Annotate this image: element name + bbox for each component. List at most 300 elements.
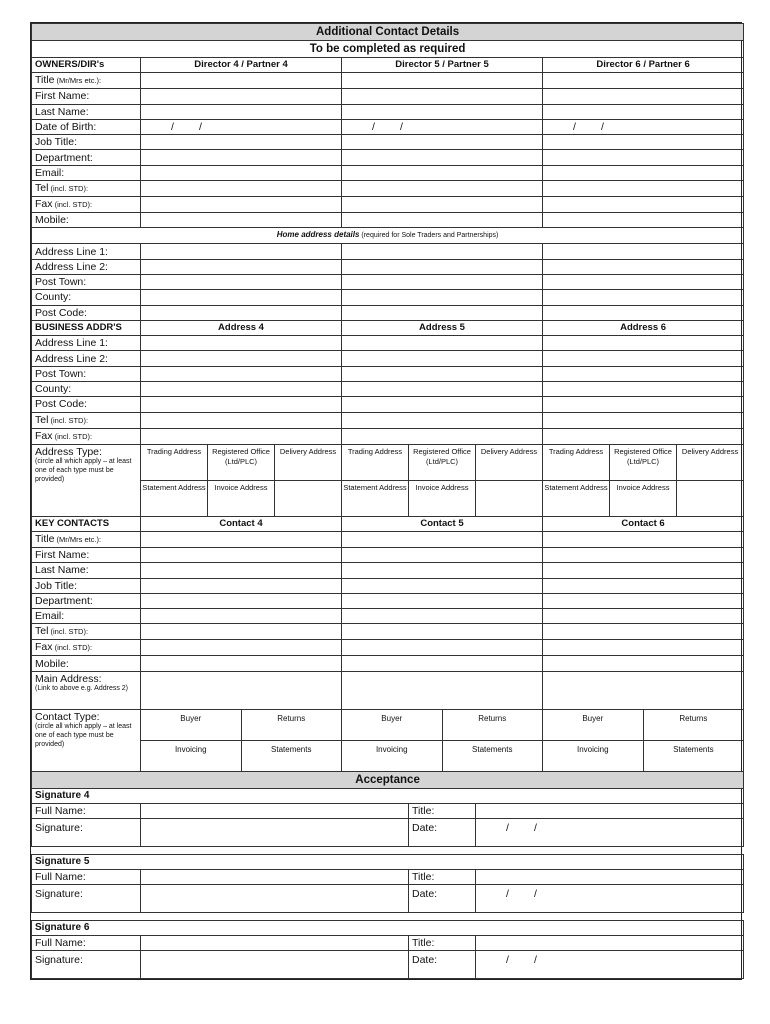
- business-input-4[interactable]: [141, 336, 342, 351]
- contacts-row-label: [32, 624, 141, 640]
- date-input[interactable]: [476, 950, 744, 978]
- contacts-input-4[interactable]: [141, 547, 342, 562]
- contacts-row-label: [32, 578, 141, 593]
- owners-row-label: [32, 135, 141, 150]
- field-label: Fax: [35, 429, 53, 442]
- date-slash: /: [400, 121, 403, 134]
- date-slash: /: [199, 121, 202, 134]
- owners-input-4[interactable]: [141, 165, 342, 180]
- contacts-input-4[interactable]: [141, 578, 342, 593]
- business-row: [32, 336, 744, 351]
- business-input-6[interactable]: [543, 382, 744, 397]
- field-label: Email:: [35, 166, 65, 179]
- address-type-option[interactable]: Invoice Address: [409, 480, 476, 516]
- address-type-option[interactable]: Registered Office (Ltd/PLC): [409, 444, 476, 480]
- home-address-input-5[interactable]: [342, 305, 543, 320]
- business-input-6[interactable]: [543, 351, 744, 366]
- field-label: Fax: [35, 641, 53, 654]
- date-slash: /: [171, 121, 174, 134]
- owners-row-label: [32, 89, 141, 104]
- home-address-input-4[interactable]: [141, 274, 342, 289]
- signature-input[interactable]: [141, 884, 409, 912]
- field-label: Last Name:: [35, 564, 89, 577]
- address-type-option[interactable]: Statement Address: [543, 480, 610, 516]
- address-type-option[interactable]: Registered Office (Ltd/PLC): [208, 444, 275, 480]
- contact-type-group: [543, 709, 744, 740]
- address-type-option[interactable]: Delivery Address: [275, 444, 342, 480]
- signature-input[interactable]: [141, 818, 409, 846]
- contact-type-option[interactable]: Statements: [472, 744, 513, 754]
- contacts-input-5[interactable]: [342, 593, 543, 608]
- owners-input-6[interactable]: [543, 181, 744, 197]
- spacer: [32, 846, 744, 854]
- owners-input-4[interactable]: [141, 197, 342, 213]
- contacts-input-5[interactable]: [342, 563, 543, 578]
- acceptance-header-row: [32, 771, 744, 788]
- field-hint: (incl. STD):: [48, 415, 89, 425]
- address-type-option[interactable]: Delivery Address: [677, 444, 744, 480]
- owners-column-6: Director 6 / Partner 6: [543, 58, 744, 73]
- contacts-input-4[interactable]: [141, 531, 342, 547]
- date-slash: /: [506, 953, 509, 966]
- owners-input-6[interactable]: [543, 135, 744, 150]
- contact-type-option[interactable]: Returns: [679, 713, 708, 723]
- field-hint: (incl. STD):: [48, 184, 89, 194]
- owners-section-label: OWNERS/DIR's: [32, 58, 141, 73]
- address-type-option[interactable]: Statement Address: [141, 480, 208, 516]
- business-input-5[interactable]: [342, 336, 543, 351]
- business-row-label: [32, 382, 141, 397]
- home-address-input-5[interactable]: [342, 244, 543, 259]
- owners-input-6[interactable]: [543, 73, 744, 89]
- business-input-5[interactable]: [342, 366, 543, 381]
- date-slash: /: [506, 821, 509, 834]
- business-input-4[interactable]: [141, 428, 342, 444]
- business-row-label: [32, 336, 141, 351]
- contact-type-option[interactable]: Invoicing: [342, 741, 442, 771]
- contact-type-option[interactable]: Buyer: [342, 710, 442, 740]
- contact-type-subrow: [543, 710, 743, 740]
- owners-row: [32, 104, 744, 119]
- owners-row: [32, 135, 744, 150]
- contact-type-option[interactable]: Returns: [478, 713, 507, 723]
- owners-input-4[interactable]: [141, 73, 342, 89]
- contact-type-subtable: [342, 710, 542, 740]
- title-label: Title:: [409, 803, 476, 818]
- home-address-input-4[interactable]: [141, 244, 342, 259]
- date-label: Date:: [409, 818, 476, 846]
- owners-input-4[interactable]: [141, 89, 342, 104]
- owners-input-5[interactable]: [342, 197, 543, 213]
- signature-label: Signature:: [32, 884, 141, 912]
- business-row-label: [32, 412, 141, 428]
- contacts-input-5[interactable]: [342, 656, 543, 671]
- business-row: [32, 428, 744, 444]
- contact-type-label-cell: [32, 709, 141, 771]
- field-hint: (Mr/Mrs etc.):: [54, 76, 102, 86]
- address-type-option[interactable]: Invoice Address: [610, 480, 677, 516]
- contact-type-subrow: [543, 741, 743, 771]
- owners-input-4[interactable]: [141, 150, 342, 165]
- title-input[interactable]: [476, 869, 744, 884]
- home-address-row: [32, 290, 744, 305]
- contact-type-option[interactable]: Buyer: [141, 710, 241, 740]
- contacts-input-5[interactable]: [342, 624, 543, 640]
- business-input-6[interactable]: [543, 336, 744, 351]
- home-address-row: [32, 305, 744, 320]
- owners-row: [32, 213, 744, 228]
- contacts-input-5[interactable]: [342, 531, 543, 547]
- contacts-row-label: [32, 640, 141, 656]
- contact-type-subrow: [141, 741, 341, 771]
- owners-column-5: Director 5 / Partner 5: [342, 58, 543, 73]
- business-input-5[interactable]: [342, 412, 543, 428]
- title-input[interactable]: [476, 803, 744, 818]
- contacts-row: [32, 656, 744, 671]
- signature-block-title: Signature 5: [32, 854, 744, 869]
- date-input[interactable]: [476, 818, 744, 846]
- date-slash: /: [534, 821, 537, 834]
- business-row-label: [32, 428, 141, 444]
- contact-type-subrow: [342, 741, 542, 771]
- field-label: Mobile:: [35, 214, 69, 227]
- owners-row: [32, 73, 744, 89]
- contacts-input-4[interactable]: [141, 593, 342, 608]
- owners-row-label: [32, 73, 141, 89]
- owners-input-4[interactable]: [141, 135, 342, 150]
- contact-type-subrow: [342, 710, 542, 740]
- contacts-input-6[interactable]: [543, 563, 744, 578]
- contacts-input-6[interactable]: [543, 656, 744, 671]
- spacer: [32, 912, 744, 920]
- field-label: Last Name:: [35, 105, 89, 118]
- address-type-option[interactable]: [476, 480, 543, 516]
- address-type-option[interactable]: Trading Address: [342, 444, 409, 480]
- contacts-column-5: Contact 5: [342, 516, 543, 531]
- contacts-header-row: [32, 516, 744, 531]
- contacts-input-4[interactable]: [141, 563, 342, 578]
- contacts-row: [32, 640, 744, 656]
- contacts-input-6[interactable]: [543, 578, 744, 593]
- contacts-input-6[interactable]: [543, 640, 744, 656]
- business-input-4[interactable]: [141, 397, 342, 412]
- owners-column-4: Director 4 / Partner 4: [141, 58, 342, 73]
- owners-input-6[interactable]: [543, 213, 744, 228]
- contact-type-option[interactable]: Buyer: [543, 710, 643, 740]
- contact-type-subrow: [141, 710, 341, 740]
- home-address-input-5[interactable]: [342, 259, 543, 274]
- date-slash: /: [534, 953, 537, 966]
- business-input-4[interactable]: [141, 366, 342, 381]
- signature-gap: [32, 912, 744, 920]
- contacts-input-5[interactable]: [342, 609, 543, 624]
- business-input-5[interactable]: [342, 428, 543, 444]
- date-slash: /: [506, 887, 509, 900]
- owners-row: [32, 119, 744, 134]
- contacts-input-4[interactable]: [141, 656, 342, 671]
- contacts-input-5[interactable]: [342, 547, 543, 562]
- contacts-row-label: [32, 531, 141, 547]
- address-type-option[interactable]: Trading Address: [141, 444, 208, 480]
- business-input-4[interactable]: [141, 412, 342, 428]
- contact-type-option[interactable]: Invoicing: [141, 741, 241, 771]
- owners-input-5[interactable]: [342, 150, 543, 165]
- owners-input-6[interactable]: [543, 104, 744, 119]
- contact-type-group: [141, 740, 342, 771]
- address-type-row-1: [32, 444, 744, 480]
- field-label: Address Line 1:: [35, 245, 108, 258]
- business-input-6[interactable]: [543, 397, 744, 412]
- full-name-input[interactable]: [141, 803, 409, 818]
- title-label: Title:: [409, 869, 476, 884]
- business-input-5[interactable]: [342, 382, 543, 397]
- business-row-label: [32, 366, 141, 381]
- owners-row-label: [32, 181, 141, 197]
- owners-row-label: [32, 104, 141, 119]
- owners-row: [32, 150, 744, 165]
- business-input-4[interactable]: [141, 351, 342, 366]
- home-address-input-6[interactable]: [543, 244, 744, 259]
- address-type-option[interactable]: Trading Address: [543, 444, 610, 480]
- contacts-row: [32, 593, 744, 608]
- contacts-row: [32, 531, 744, 547]
- additional-contact-form: [30, 22, 742, 980]
- owners-input-5[interactable]: [342, 89, 543, 104]
- business-input-5[interactable]: [342, 351, 543, 366]
- contact-type-option[interactable]: Statements: [673, 744, 714, 754]
- owners-input-6[interactable]: [543, 119, 744, 134]
- contact-type-group: [543, 740, 744, 771]
- signature-input[interactable]: [141, 950, 409, 978]
- signature-sign-row: [32, 884, 744, 912]
- date-slash: /: [372, 121, 375, 134]
- date-input[interactable]: [476, 884, 744, 912]
- address-type-option[interactable]: Invoice Address: [208, 480, 275, 516]
- signature-name-row: [32, 935, 744, 950]
- contact-type-option[interactable]: Returns: [277, 713, 306, 723]
- home-address-note-hint: (required for Sole Traders and Partnerships): [359, 232, 499, 240]
- contact-type-label: Contact Type:: [35, 710, 100, 723]
- date-label: Date:: [409, 884, 476, 912]
- business-column-6: Address 6: [543, 320, 744, 335]
- contacts-column-6: Contact 6: [543, 516, 744, 531]
- main-address-input-4[interactable]: [141, 671, 342, 709]
- business-input-6[interactable]: [543, 412, 744, 428]
- home-address-label: [32, 259, 141, 274]
- field-label: Date of Birth:: [35, 121, 97, 134]
- home-address-note: [32, 228, 744, 244]
- address-type-option[interactable]: Delivery Address: [476, 444, 543, 480]
- contact-type-row-1: [32, 709, 744, 740]
- title-label: Title:: [409, 935, 476, 950]
- field-label: County:: [35, 291, 72, 304]
- owners-input-6[interactable]: [543, 150, 744, 165]
- form-subtitle: To be completed as required: [32, 41, 744, 58]
- full-name-label: Full Name:: [32, 803, 141, 818]
- field-hint: (incl. STD):: [52, 431, 93, 441]
- owners-input-4[interactable]: [141, 104, 342, 119]
- owners-row: [32, 181, 744, 197]
- owners-input-6[interactable]: [543, 89, 744, 104]
- owners-row-label: [32, 213, 141, 228]
- field-label: Tel: [35, 182, 49, 195]
- contacts-input-6[interactable]: [543, 531, 744, 547]
- owners-row: [32, 197, 744, 213]
- signature-name-row: [32, 869, 744, 884]
- address-type-label: Address Type:: [35, 445, 102, 458]
- contact-type-option[interactable]: Invoicing: [543, 741, 643, 771]
- full-name-label: Full Name:: [32, 869, 141, 884]
- signature-sign-row: [32, 950, 744, 978]
- field-label: Job Title:: [35, 579, 78, 592]
- home-address-input-5[interactable]: [342, 290, 543, 305]
- field-label: County:: [35, 383, 72, 396]
- field-label: First Name:: [35, 549, 90, 562]
- address-type-option[interactable]: Statement Address: [342, 480, 409, 516]
- contacts-input-5[interactable]: [342, 578, 543, 593]
- owners-input-4[interactable]: [141, 181, 342, 197]
- home-address-input-4[interactable]: [141, 290, 342, 305]
- contacts-row-label: [32, 547, 141, 562]
- field-hint: (incl. STD):: [48, 627, 89, 637]
- signature-block-title: Signature 6: [32, 920, 744, 935]
- owners-input-5[interactable]: [342, 181, 543, 197]
- address-type-option[interactable]: [677, 480, 744, 516]
- business-row: [32, 366, 744, 381]
- contact-type-subtable: [141, 710, 341, 740]
- field-label: Post Code:: [35, 398, 87, 411]
- form-table: [31, 23, 744, 979]
- owners-input-5[interactable]: [342, 119, 543, 134]
- title-input[interactable]: [476, 935, 744, 950]
- owners-input-5[interactable]: [342, 104, 543, 119]
- contacts-input-4[interactable]: [141, 624, 342, 640]
- owners-input-6[interactable]: [543, 197, 744, 213]
- owners-header-row: [32, 58, 744, 73]
- business-input-4[interactable]: [141, 382, 342, 397]
- date-slash: /: [601, 121, 604, 134]
- full-name-input[interactable]: [141, 869, 409, 884]
- owners-input-5[interactable]: [342, 165, 543, 180]
- contacts-input-6[interactable]: [543, 593, 744, 608]
- field-label: Tel: [35, 625, 49, 638]
- business-header-row: [32, 320, 744, 335]
- business-input-6[interactable]: [543, 428, 744, 444]
- business-column-5: Address 5: [342, 320, 543, 335]
- main-address-input-6[interactable]: [543, 671, 744, 709]
- field-label: Title: [35, 74, 55, 87]
- business-row: [32, 351, 744, 366]
- signature-block-title: Signature 4: [32, 788, 744, 803]
- contacts-input-4[interactable]: [141, 609, 342, 624]
- signature-block-header: [32, 920, 744, 935]
- owners-row: [32, 165, 744, 180]
- contact-type-group: [342, 709, 543, 740]
- contacts-input-6[interactable]: [543, 547, 744, 562]
- home-address-input-6[interactable]: [543, 274, 744, 289]
- field-label: Fax: [35, 198, 53, 211]
- field-label: Tel: [35, 413, 49, 426]
- field-label: Address Line 2:: [35, 352, 108, 365]
- contacts-row-label: [32, 656, 141, 671]
- address-type-option[interactable]: Registered Office (Ltd/PLC): [610, 444, 677, 480]
- owners-input-5[interactable]: [342, 213, 543, 228]
- owners-input-6[interactable]: [543, 165, 744, 180]
- contact-type-subtable: [543, 741, 743, 771]
- business-input-6[interactable]: [543, 366, 744, 381]
- business-column-4: Address 4: [141, 320, 342, 335]
- owners-input-5[interactable]: [342, 73, 543, 89]
- business-section-label: BUSINESS ADDR'S: [32, 320, 141, 335]
- home-address-input-6[interactable]: [543, 290, 744, 305]
- home-address-row: [32, 274, 744, 289]
- contacts-input-4[interactable]: [141, 640, 342, 656]
- field-hint: (Mr/Mrs etc.):: [54, 534, 102, 544]
- contacts-row: [32, 624, 744, 640]
- field-label: Post Town:: [35, 276, 87, 289]
- contacts-row-label: [32, 563, 141, 578]
- form-title: Additional Contact Details: [32, 24, 744, 41]
- contacts-input-6[interactable]: [543, 609, 744, 624]
- signature-block-header: [32, 788, 744, 803]
- full-name-input[interactable]: [141, 935, 409, 950]
- home-address-label: [32, 274, 141, 289]
- field-label: Email:: [35, 610, 65, 623]
- home-address-note-row: [32, 228, 744, 244]
- main-address-hint: (Link to above e.g. Address 2): [35, 685, 128, 693]
- home-address-label: [32, 244, 141, 259]
- business-row-label: [32, 351, 141, 366]
- owners-row-label: [32, 150, 141, 165]
- business-input-5[interactable]: [342, 397, 543, 412]
- address-type-option[interactable]: [275, 480, 342, 516]
- form-title-row: [32, 24, 744, 41]
- main-address-row: [32, 671, 744, 709]
- owners-input-5[interactable]: [342, 135, 543, 150]
- owners-row: [32, 89, 744, 104]
- contacts-input-5[interactable]: [342, 640, 543, 656]
- main-address-label: Main Address:: [35, 672, 102, 685]
- owners-input-4[interactable]: [141, 119, 342, 134]
- contact-type-option[interactable]: Statements: [271, 744, 312, 754]
- owners-row-label: [32, 197, 141, 213]
- home-address-input-4[interactable]: [141, 259, 342, 274]
- address-type-label-cell: [32, 444, 141, 516]
- business-row: [32, 382, 744, 397]
- field-label: Job Title:: [35, 136, 78, 149]
- contacts-row-label: [32, 593, 141, 608]
- field-label: Post Town:: [35, 367, 87, 380]
- home-address-input-6[interactable]: [543, 259, 744, 274]
- field-label: Title: [35, 532, 55, 545]
- owners-row-label: [32, 119, 141, 134]
- field-label: Department:: [35, 594, 93, 607]
- home-address-input-4[interactable]: [141, 305, 342, 320]
- date-slash: /: [573, 121, 576, 134]
- main-address-input-5[interactable]: [342, 671, 543, 709]
- signature-name-row: [32, 803, 744, 818]
- signature-label: Signature:: [32, 818, 141, 846]
- field-hint: (incl. STD):: [52, 643, 93, 653]
- contacts-input-6[interactable]: [543, 624, 744, 640]
- date-slash: /: [534, 887, 537, 900]
- owners-input-4[interactable]: [141, 213, 342, 228]
- home-address-input-5[interactable]: [342, 274, 543, 289]
- field-label: Address Line 2:: [35, 260, 108, 273]
- contact-type-subtable: [543, 710, 743, 740]
- home-address-input-6[interactable]: [543, 305, 744, 320]
- signature-label: Signature:: [32, 950, 141, 978]
